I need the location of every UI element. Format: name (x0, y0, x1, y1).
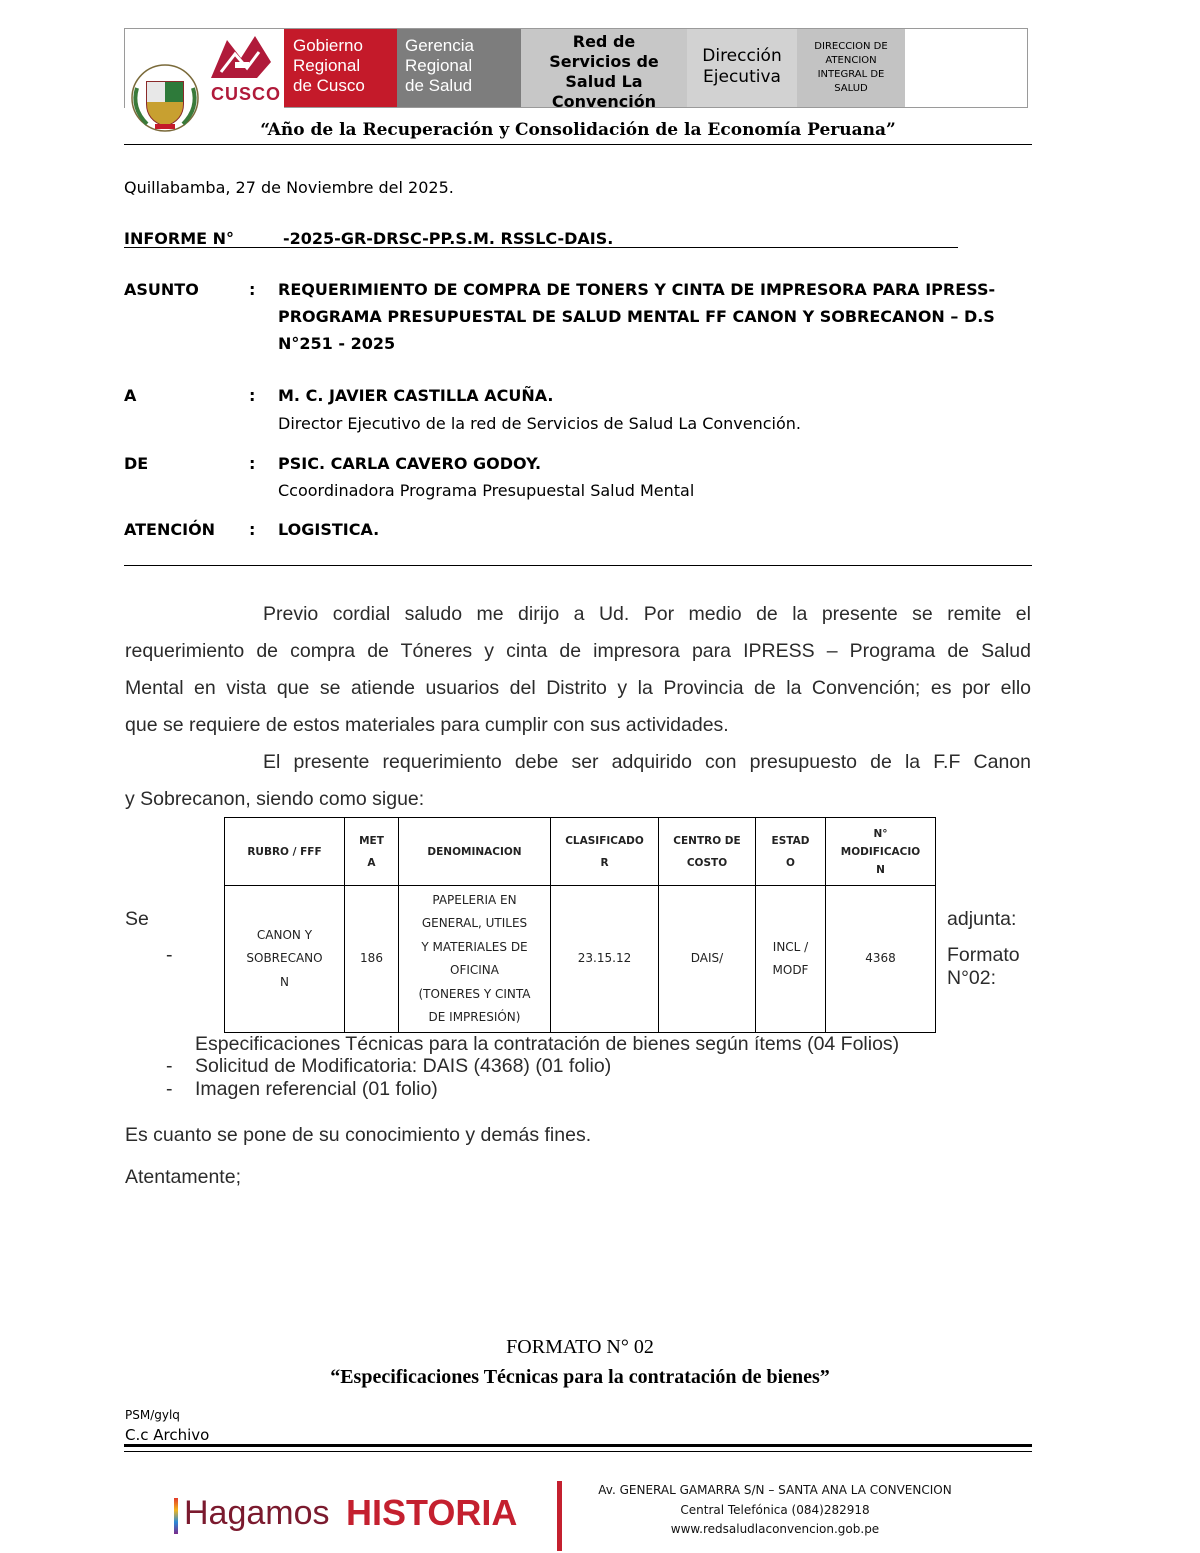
header-modificacion: N° MODIFICACIO N (826, 818, 936, 886)
logo-bar-icon (174, 1498, 178, 1534)
direccion-ejecutiva-box (687, 29, 797, 107)
header-clasificador: CLASIFICADO R (551, 818, 659, 886)
atencion-colon: : (249, 520, 256, 539)
header-line: Regional (293, 56, 361, 75)
list-dash: - (166, 1078, 173, 1100)
header-line: Servicios de (549, 52, 659, 71)
atencion-label: ATENCIÓN (124, 520, 216, 539)
informe-underline (124, 247, 958, 248)
cell-clasificador: 23.15.12 (551, 886, 659, 1033)
attachment-item: Especificaciones Técnicas para la contratación de bienes según ítems (04 Folios) (195, 1033, 900, 1055)
header-line: de Cusco (293, 76, 365, 95)
cell-denominacion: PAPELERIA EN GENERAL, UTILES Y MATERIALES DE OFICINA (TONERES Y CINTA DE IMPRESIÓN) (399, 886, 551, 1033)
se-text: Se (125, 908, 149, 930)
footer-phone: Central Telefónica (084)282918 (680, 1503, 870, 1517)
paragraph-line: El presente requerimiento debe ser adquirido con presupuesto de la F.F Canon (263, 751, 1031, 773)
paragraph-line: que se requiere de estos materiales para cumplir con sus actividades. (125, 714, 729, 736)
header-line: Red de (572, 32, 636, 51)
formato-text: N°02: (947, 967, 996, 989)
header-line: de Salud (405, 76, 473, 95)
header-denominacion: DENOMINACION (399, 818, 551, 886)
header-line: SALUD (834, 83, 868, 94)
asunto-colon: : (249, 280, 256, 299)
paragraph-line: requerimiento de compra de Tóneres y cinta de impresora para IPRESS – Programa de Salud (125, 640, 1031, 662)
a-name: M. C. JAVIER CASTILLA ACUÑA. (278, 386, 554, 405)
asunto-line: REQUERIMIENTO DE COMPRA DE TONERS Y CINTA DE IMPRESORA PARA IPRESS- (278, 280, 996, 299)
cell-rubro: CANON Y SOBRECANO N (225, 886, 345, 1033)
hagamos-historia-logo (174, 1494, 524, 1538)
footer-web: www.redsaludlaconvencion.gob.pe (670, 1522, 880, 1536)
formato-title: FORMATO N° 02 (506, 1336, 654, 1358)
footer-address: Av. GENERAL GAMARRA S/N – SANTA ANA LA CONVENCION (598, 1483, 952, 1497)
dai-box (797, 29, 905, 107)
list-dash: - (166, 1055, 173, 1077)
initials: PSM/gylq (125, 1408, 180, 1422)
de-label: DE (124, 454, 149, 473)
asunto-label: ASUNTO (124, 280, 199, 299)
header-line: Salud La (565, 72, 643, 91)
cusco-logo (207, 32, 282, 104)
paragraph-1 (125, 596, 1031, 818)
table-row (225, 886, 936, 1033)
cusco-sun-icon (207, 32, 275, 84)
footer-rule (124, 1451, 1032, 1452)
table-header-row (225, 818, 936, 886)
paragraph-line: y Sobrecanon, siendo como sigue: (125, 788, 425, 810)
adjunta-text: adjunta: (947, 908, 1017, 930)
list-dash: - (166, 944, 173, 966)
header-line: INTEGRAL DE (817, 69, 885, 80)
header-line: Regional (405, 56, 473, 75)
de-name: PSIC. CARLA CAVERO GODOY. (278, 454, 542, 473)
header-meta: MET A (345, 818, 399, 886)
closing-text: Es cuanto se pone de su conocimiento y demás fines. (125, 1124, 592, 1146)
header-estado: ESTAD O (756, 818, 826, 886)
header-line: ATENCION (825, 55, 877, 66)
formato-subtitle: “Especificaciones Técnicas para la contratación de bienes” (330, 1366, 830, 1388)
date: Quillabamba, 27 de Noviembre del 2025. (124, 178, 454, 197)
de-role: Ccoordinadora Programa Presupuestal Salud Mental (278, 481, 695, 500)
header-line: Gerencia (405, 36, 474, 55)
letterhead (124, 28, 1028, 108)
cc-archivo: C.c Archivo (125, 1426, 210, 1444)
footer-separator (557, 1481, 562, 1551)
header-line: Convención (551, 92, 657, 107)
paragraph-line: Mental en vista que se atiende usuarios del Distrito y la Provincia de la Convención; es por ello (125, 677, 1031, 699)
a-role: Director Ejecutivo de la red de Servicios de Salud La Convención. (278, 414, 802, 433)
cell-meta: 186 (345, 886, 399, 1033)
cell-modificacion: 4368 (826, 886, 936, 1033)
cell-centro-costo: DAIS/ (659, 886, 756, 1033)
divider (124, 565, 1032, 566)
header-rubro: RUBRO / FFF (225, 818, 345, 886)
atencion-value: LOGISTICA. (278, 520, 380, 539)
paragraph-line: Previo cordial saludo me dirijo a Ud. Por medio de la presente se remite el (263, 603, 1031, 625)
header-line: DIRECCION DE (814, 41, 888, 52)
formato-text: Formato (947, 944, 1020, 966)
header-line: Dirección (702, 46, 782, 66)
year-title: “Año de la Recuperación y Consolidación de la Economía Peruana” (260, 120, 896, 140)
sign-off: Atentamente; (125, 1166, 241, 1188)
gerencia-regional-box (397, 29, 521, 107)
logo-text: Hagamos (184, 1494, 330, 1532)
cusco-logo-text: CUSCO (211, 84, 282, 104)
asunto-line: N°251 - 2025 (278, 334, 396, 353)
asunto-line: PROGRAMA PRESUPUESTAL DE SALUD MENTAL FF CANON Y SOBRECANON – D.S (278, 307, 995, 326)
informe-number: -2025-GR-DRSC-PP.S.M. RSSLC-DAIS. (283, 229, 614, 248)
cell-estado: INCL / MODF (756, 886, 826, 1033)
gobierno-regional-box (284, 29, 397, 107)
attachment-item: Solicitud de Modificatoria: DAIS (4368) (01 folio) (195, 1055, 612, 1077)
footer-rule (124, 1444, 1032, 1447)
red-servicios-box (521, 29, 687, 107)
informe-label: INFORME N° (124, 229, 235, 248)
divider (124, 144, 1032, 145)
a-label: A (124, 386, 137, 405)
header-line: Gobierno (293, 36, 363, 55)
a-colon: : (249, 386, 256, 405)
requirement-table (224, 817, 936, 1033)
attachment-item: Imagen referencial (01 folio) (195, 1078, 438, 1100)
header-centro-costo: CENTRO DE COSTO (659, 818, 756, 886)
logo-text: HISTORIA (346, 1492, 518, 1533)
de-colon: : (249, 454, 256, 473)
header-line: Ejecutiva (703, 67, 781, 87)
